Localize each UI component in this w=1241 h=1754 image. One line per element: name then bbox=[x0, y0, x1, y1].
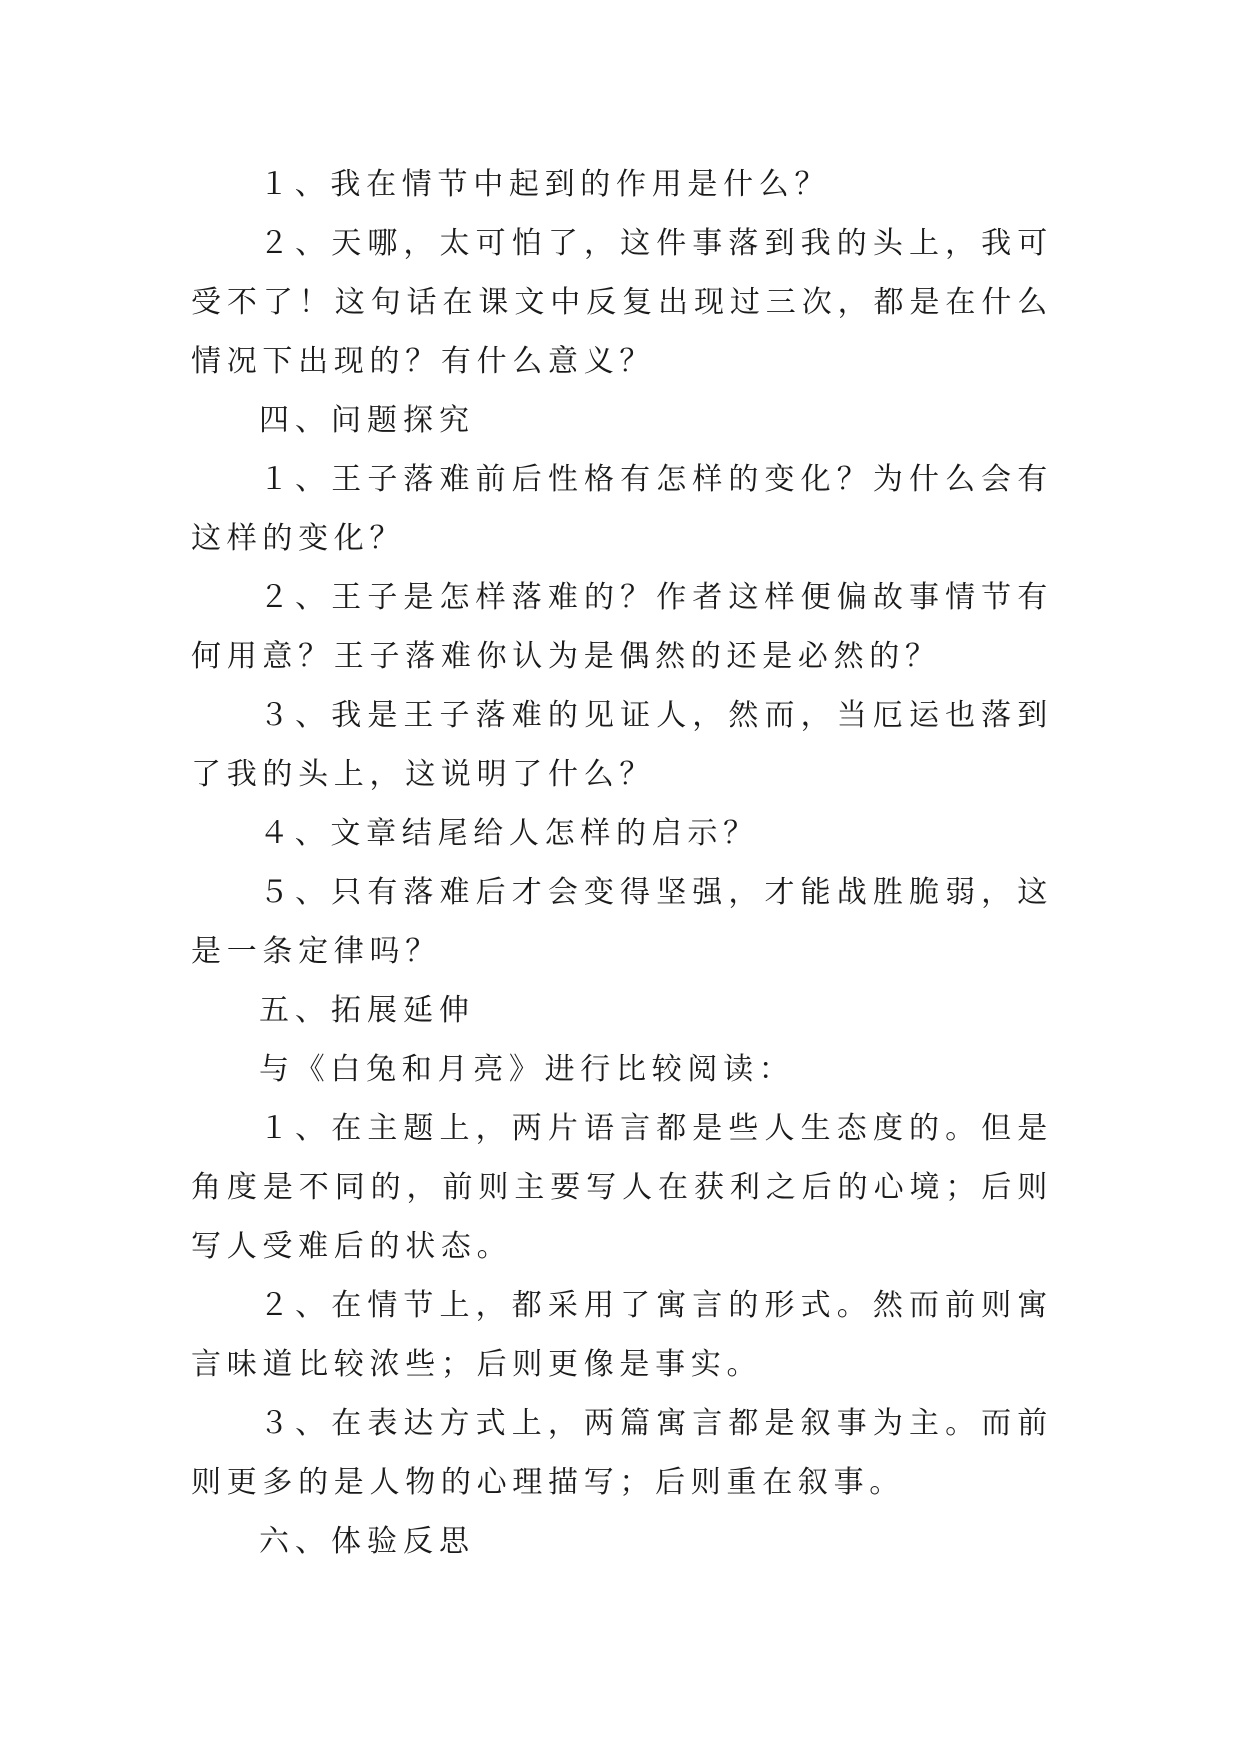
section-heading-reflection: 六、体验反思 bbox=[259, 1524, 475, 1559]
inquiry-question-2: ２、王子是怎样落难的？作者这样便偏故事情节有何用意？王子落难你认为是偶然的还是必然的？ bbox=[191, 580, 1053, 674]
document-body bbox=[191, 155, 1053, 1571]
inquiry-question-5: ５、只有落难后才会变得坚强，才能战胜脆弱，这是一条定律吗？ bbox=[191, 875, 1053, 969]
section-heading-problem-inquiry: 四、问题探究 bbox=[259, 403, 475, 438]
comparison-point-2-plot: ２、在情节上，都采用了寓言的形式。然而前则寓言味道比较浓些；后则更像是事实。 bbox=[191, 1288, 1053, 1382]
comparison-point-1-theme: １、在主题上，两片语言都是些人生态度的。但是角度是不同的，前则主要写人在获利之后的心境；后则写人受难后的状态。 bbox=[191, 1111, 1053, 1264]
inquiry-question-1: １、王子落难前后性格有怎样的变化？为什么会有这样的变化？ bbox=[191, 462, 1053, 556]
inquiry-question-4: ４、文章结尾给人怎样的启示？ bbox=[259, 816, 759, 851]
question-1-role: １、我在情节中起到的作用是什么？ bbox=[259, 167, 831, 202]
question-2-repeated-sentence: ２、天哪，太可怕了，这件事落到我的头上，我可受不了！这句话在课文中反复出现过三次，都是在什么情况下出现的？有什么意义？ bbox=[191, 226, 1053, 379]
comparison-point-3-expression: ３、在表达方式上，两篇寓言都是叙事为主。而前则更多的是人物的心理描写；后则重在叙事。 bbox=[191, 1406, 1053, 1500]
section-heading-extension: 五、拓展延伸 bbox=[259, 993, 475, 1028]
comparison-intro: 与《白兔和月亮》进行比较阅读： bbox=[259, 1052, 795, 1087]
inquiry-question-3: ３、我是王子落难的见证人，然而，当厄运也落到了我的头上，这说明了什么？ bbox=[191, 698, 1053, 792]
